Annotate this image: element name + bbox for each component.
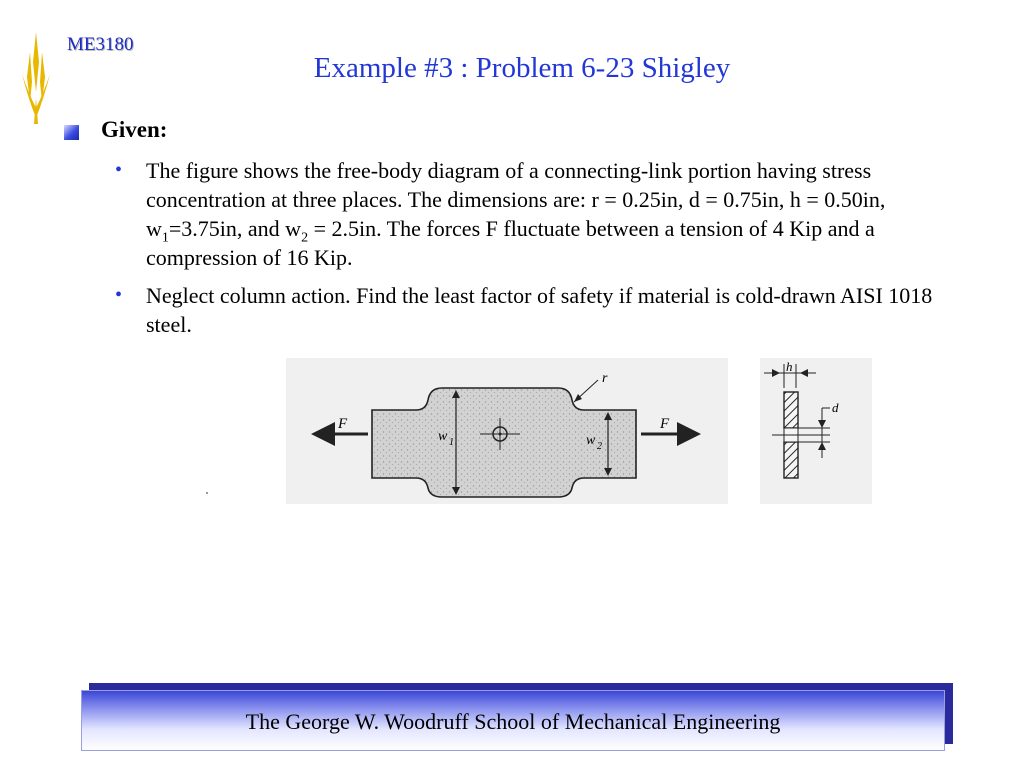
w1-label: w <box>438 429 448 444</box>
link-section-view <box>760 358 872 504</box>
footer-text: The George W. Woodruff School of Mechanical Engineering <box>245 709 781 734</box>
square-bullet-icon <box>64 125 79 140</box>
stray-mark <box>206 492 208 494</box>
radius-label: r <box>602 371 608 386</box>
link-plan-view <box>286 358 728 504</box>
bullet-dot-icon: • <box>115 284 123 306</box>
bullet-dot-icon: • <box>115 159 123 181</box>
thickness-label: h <box>786 359 793 374</box>
force-label-left: F <box>338 416 348 432</box>
list-item <box>113 156 963 272</box>
connecting-link-figure <box>286 358 872 504</box>
slide-title: Example #3 : Problem 6-23 Shigley <box>313 52 731 84</box>
w2-subscript: 2 <box>597 441 602 452</box>
item-text: Neglect column action. Find the least factor of safety if material is cold-drawn AISI 1018 steel. <box>146 283 933 337</box>
list-item <box>113 281 963 339</box>
item-text: The figure shows the free-body diagram of a connecting-link portion having stress concentration at three places. The dimensions are: r = 0.25in, d = 0.75in, h = 0.50in, $w_1=3.75in$, and $w_2 = 2.5in$. The forces F fluctuate between a tension of 4 Kip and a compression of 16 Kip. <box>146 158 886 270</box>
footer-banner <box>81 690 945 751</box>
w1-subscript: 1 <box>449 437 454 448</box>
course-code: ME3180 <box>67 34 134 55</box>
diameter-label: d <box>832 400 839 415</box>
force-label-right: F <box>660 416 670 432</box>
given-heading: Given: <box>101 117 168 142</box>
given-list <box>113 156 963 348</box>
w2-label: w <box>586 433 596 448</box>
